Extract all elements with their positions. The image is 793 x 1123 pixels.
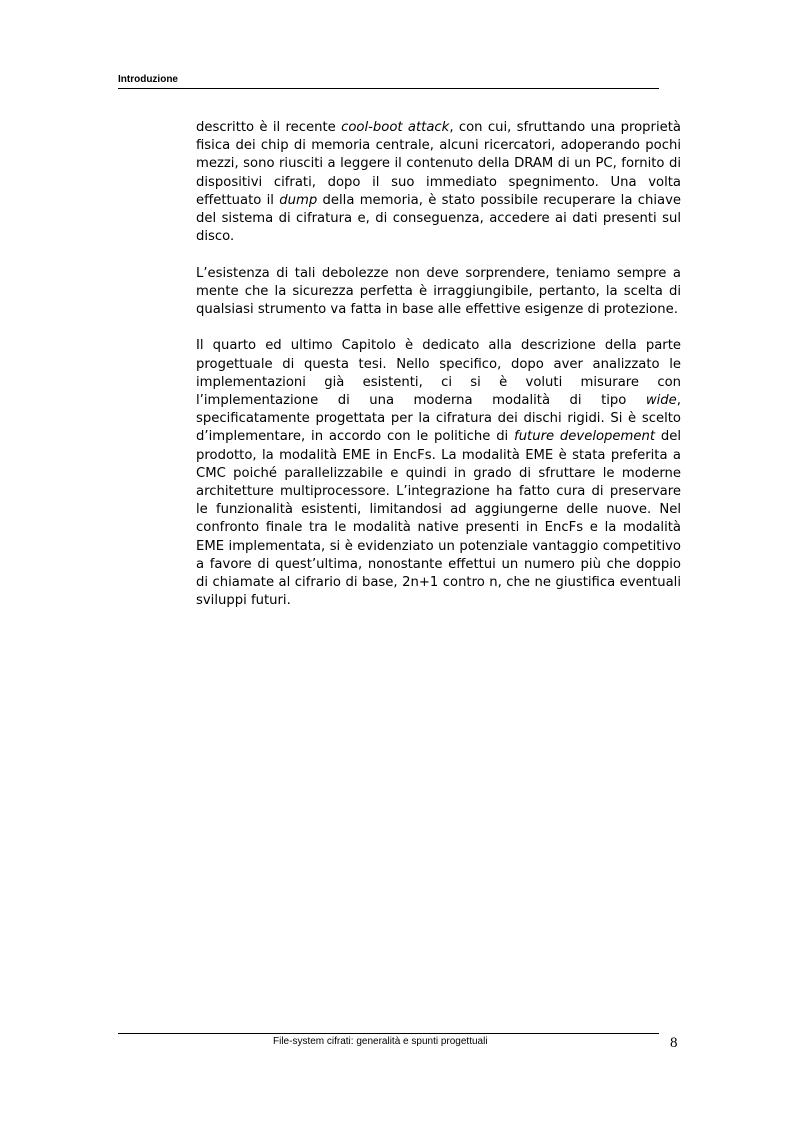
- paragraph-2: [196, 265, 681, 320]
- emphasized-term: wide: [645, 393, 677, 409]
- page-number: 8: [670, 1035, 678, 1051]
- body-text: [196, 119, 681, 610]
- running-header-title: Introduzione: [118, 74, 178, 85]
- text-run: , con cui, sfruttando una proprietà fisica dei chip di memoria centrale, alcuni ricercatori, adoperando pochi mezzi, sono riusciti a leggere il contenuto della DRAM di un PC, fornito di dispositivi cifrati, dopo il suo immediato spegnimento. Una volta effettuato il: [196, 120, 682, 208]
- emphasized-term: dump: [279, 192, 318, 208]
- text-run: descritto è il recente: [196, 120, 342, 135]
- paragraph-3: [196, 337, 681, 610]
- emphasized-term: cool-boot attack: [341, 120, 450, 135]
- emphasized-term: future developement: [514, 429, 656, 445]
- text-run: del prodotto, la modalità EME in EncFs. La modalità EME è stata preferita a CMC poiché parallelizzabile e quindi in grado di sfruttare le moderne architetture multiprocessore. L’integrazione ha fatto cura di preservare le funzionalità esistenti, limitandosi ad aggiungerne delle nuove. Nel confronto finale tra le modalità native presenti in EncFs e la modalità EME implementata, si è evidenziato un potenziale vantaggio competitivo a favore di quest’ultima, nonostante effettui un numero più che doppio di chiamate al cifrario di base, 2n+1 contro n, che ne giustifica eventuali sviluppi futuri.: [196, 429, 682, 609]
- text-run: L’esistenza di tali debolezze non deve sorprendere, teniamo sempre a mente che la sicurezza perfetta è irraggiungibile, pertanto, la scelta di qualsiasi strumento va fatta in base alle effettive esigenze di protezione.: [196, 265, 681, 318]
- text-run: Il quarto ed ultimo Capitolo è dedicato alla descrizione della parte progettuale di questa tesi. Nello specifico, dopo aver analizzato le implementazioni già esistenti, ci si è voluti misurare con l’implementazione di una moderna modalità di tipo: [196, 338, 681, 409]
- paragraph-1: [196, 119, 681, 246]
- text-run: della memoria, è stato possibile recuperare la chiave del sistema di cifratura e, di conseguenza, accedere ai dati presenti sul disco.: [196, 192, 681, 245]
- text-run: , specificatamente progettata per la cifratura dei dischi rigidi. Si è scelto d’implementare, in accordo con le politiche di: [196, 393, 681, 445]
- header-rule: [118, 88, 659, 89]
- footer-rule: [118, 1033, 659, 1034]
- running-footer-title: File-system cifrati: generalità e spunti progettuali: [273, 1036, 488, 1047]
